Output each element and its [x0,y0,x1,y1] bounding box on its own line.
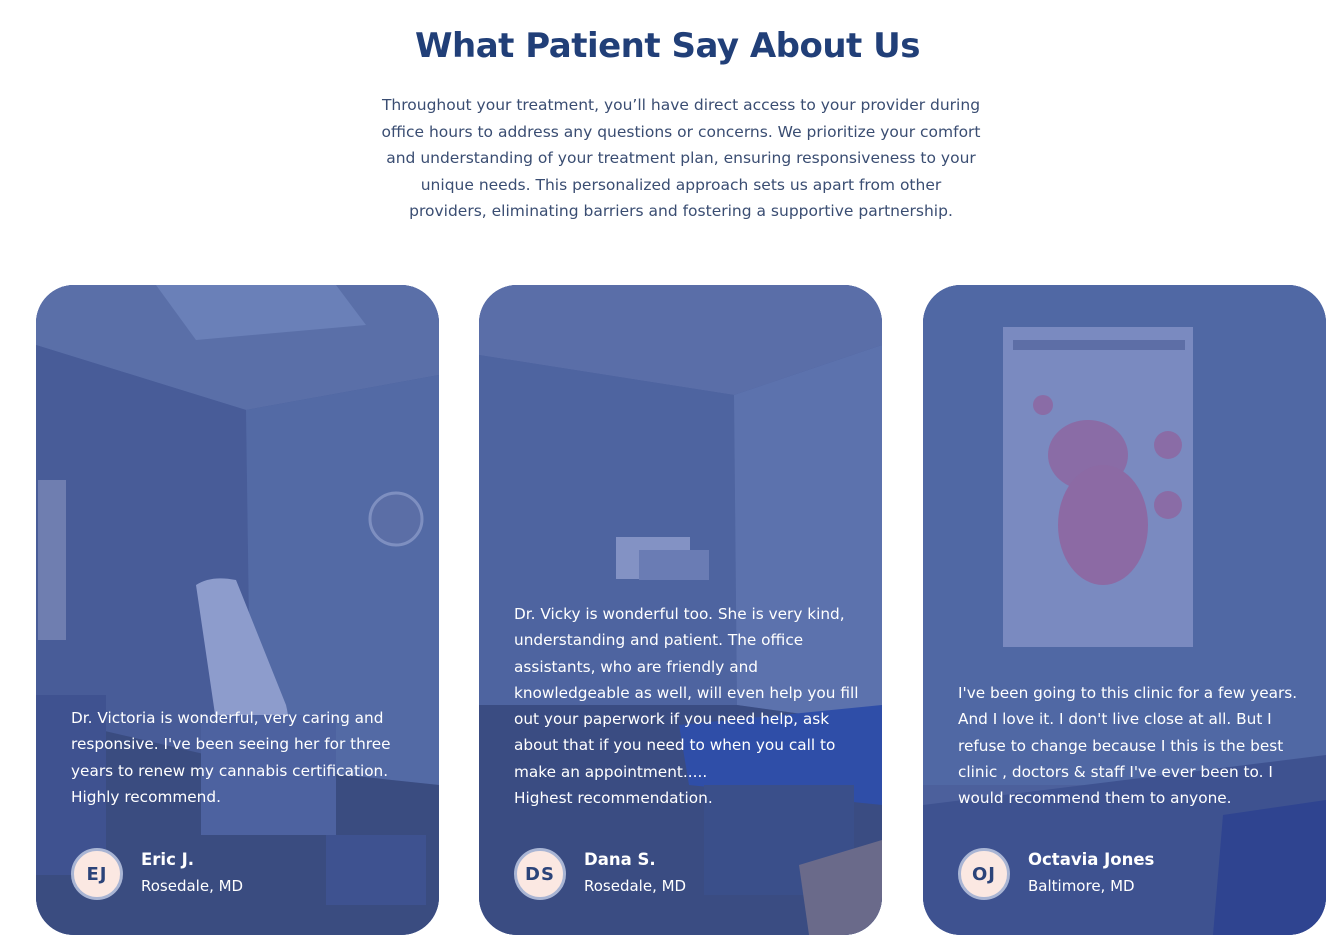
avatar: OJ [958,848,1010,900]
testimonial-author [958,848,1298,900]
testimonial-quote: Dr. Vicky is wonderful too. She is very kind, understanding and patient. The office assistants, who are friendly and knowledgeable as well, will even help you fill out your paperwork if you need help, ask about that if you need to when you call to make an appointment..... Highest recommendation. [514,605,859,808]
section-title: What Patient Say About Us [415,26,920,66]
testimonial-card [479,285,882,935]
author-name: Eric J. [141,850,194,869]
testimonial-card [923,285,1326,935]
author-name: Dana S. [584,850,656,869]
author-location: Rosedale, MD [141,877,244,895]
testimonial-author [514,848,854,900]
author-location: Baltimore, MD [1028,877,1135,895]
avatar: EJ [71,848,123,900]
digestive-system-poster-photo [923,285,1326,935]
author-location: Rosedale, MD [584,877,687,895]
testimonial-quote: I've been going to this clinic for a few years. And I love it. I don't live close at all. But I refuse to change because I this is the best clinic , doctors & staff I've ever been to. I would recommend them to anyone. [958,684,1298,808]
testimonial-card [36,285,439,935]
author-name: Octavia Jones [1028,850,1155,869]
testimonial-quote: Dr. Victoria is wonderful, very caring and responsive. I've been seeing her for three years to renew my cannabis certification. Highly recommend. [71,709,391,806]
exam-room-photo [36,285,439,935]
testimonial-author [71,848,411,900]
avatar: DS [514,848,566,900]
section-intro: Throughout your treatment, you’ll have direct access to your provider during office hours to address any questions or concerns. We prioritize your comfort and understanding of your treatment plan, ensuring responsiveness to your unique needs. This personalized approach sets us apart from other providers, eliminating barriers and fostering a supportive partnership. [381,96,981,220]
